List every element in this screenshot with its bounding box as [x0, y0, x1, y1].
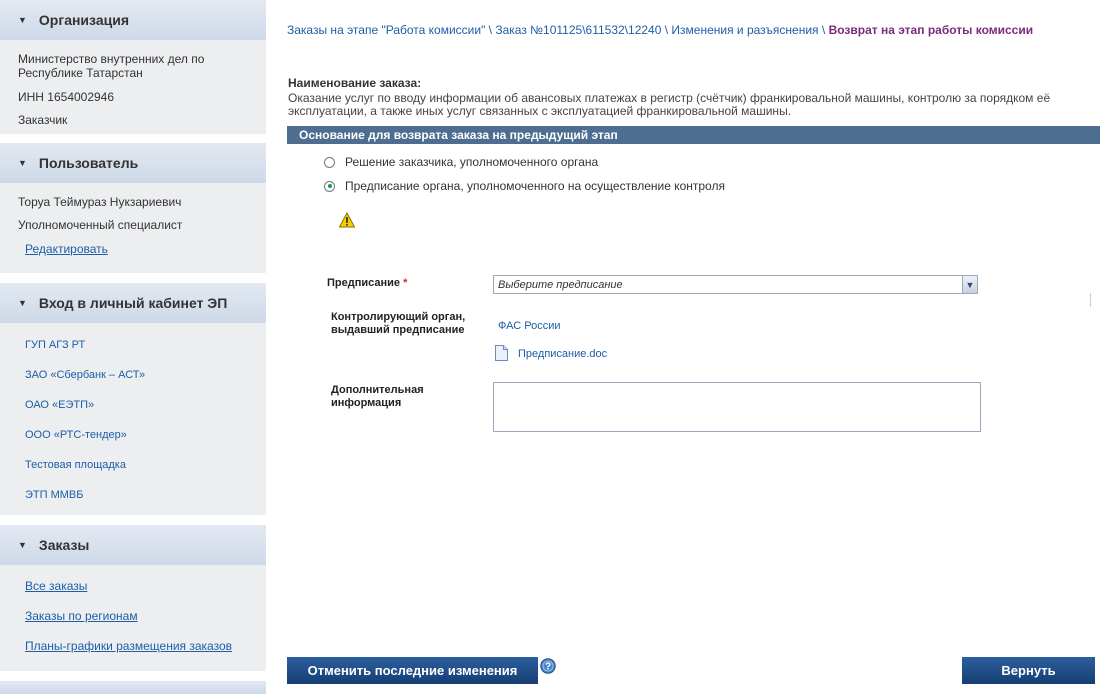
prescription-label: Предписание *	[327, 277, 408, 289]
user-panel	[0, 143, 266, 273]
organization-role: Заказчик	[18, 113, 68, 127]
platform-link[interactable]: ЗАО «Сбербанк – АСТ»	[25, 369, 146, 381]
warning-icon	[339, 212, 355, 228]
section-header: Основание для возврата заказа на предыдущий этап	[287, 126, 1100, 144]
order-name-text: Оказание услуг по вводу информации об авансовых платежах в регистр (счётчик) франкировальной машины, контролю за порядком её эксплуатации, а также иных услуг связанных с эксплуатацией франкировальной машины.	[288, 91, 1051, 118]
organization-name: Министерство внутренних дел по Республике Татарстан	[18, 52, 205, 80]
radio-label: Предписание органа, уполномоченного на осуществление контроля	[345, 179, 725, 193]
breadcrumb-separator: \	[818, 23, 829, 37]
required-mark: *	[403, 277, 408, 289]
platform-link[interactable]: ГУП АГЗ РТ	[25, 339, 86, 351]
orders-panel	[0, 525, 266, 671]
chevron-down-icon[interactable]: ▼	[962, 276, 977, 293]
extra-info-label: Дополнительная информация	[331, 384, 424, 409]
main-content	[287, 0, 1115, 694]
sidebar	[0, 0, 266, 694]
svg-text:?: ?	[544, 661, 552, 673]
login-panel	[0, 283, 266, 515]
order-name-label: Наименование заказа:	[288, 76, 422, 90]
breadcrumb-order-link[interactable]: Заказ №101125\611532\12240	[495, 23, 662, 37]
authority-label: Контролирующий орган, выдавший предписание	[331, 311, 466, 336]
radio-button-selected[interactable]	[324, 181, 335, 192]
organization-panel	[0, 0, 266, 134]
extra-info-textarea[interactable]	[493, 382, 981, 432]
orders-panel-header[interactable]	[0, 525, 266, 565]
platform-link[interactable]: ЭТП ММВБ	[25, 489, 84, 501]
authority-value: ФАС России	[498, 320, 561, 332]
prescription-select[interactable]	[493, 275, 978, 294]
radio-control-prescription[interactable]	[324, 179, 725, 193]
breadcrumb-stage-link[interactable]: Заказы на этапе "Работа комиссии"	[287, 23, 486, 37]
platform-link[interactable]: Тестовая площадка	[25, 459, 126, 471]
breadcrumb-separator: \	[485, 23, 496, 37]
chevron-down-icon: ▼	[18, 540, 27, 550]
login-panel-title: Вход в личный кабинет ЭП	[38, 295, 228, 311]
login-panel-header[interactable]	[0, 283, 266, 323]
organization-inn: ИНН 1654002946	[18, 90, 115, 104]
organization-panel-title: Организация	[38, 12, 129, 28]
orders-by-region-link[interactable]: Заказы по регионам	[25, 609, 138, 623]
edit-profile-link[interactable]: Редактировать	[25, 242, 108, 256]
return-button[interactable]: Вернуть	[962, 657, 1095, 684]
platform-link[interactable]: ООО «РТС-тендер»	[25, 429, 127, 441]
breadcrumb-current: Возврат на этап работы комиссии	[828, 23, 1034, 37]
user-name: Торуа Теймураз Нукзариевич	[18, 195, 182, 209]
undo-changes-button[interactable]: Отменить последние изменения	[287, 657, 538, 684]
organization-panel-header[interactable]	[0, 0, 266, 40]
help-icon[interactable]	[540, 658, 556, 674]
radio-button[interactable]	[324, 157, 335, 168]
prescription-select-value: Выберите предписание	[498, 278, 623, 291]
chevron-down-icon: ▼	[18, 15, 27, 25]
user-role: Уполномоченный специалист	[18, 218, 183, 232]
radio-customer-decision[interactable]	[324, 155, 598, 169]
chevron-down-icon: ▼	[18, 298, 27, 308]
user-panel-title: Пользователь	[38, 155, 139, 171]
document-link[interactable]: Предписание.doc	[518, 348, 608, 360]
schedule-plans-link[interactable]: Планы-графики размещения заказов	[25, 639, 232, 653]
breadcrumb-changes-link[interactable]: Изменения и разъяснения	[671, 23, 819, 37]
platform-link[interactable]: ОАО «ЕЭТП»	[25, 399, 95, 411]
divider	[1090, 293, 1091, 307]
user-panel-header[interactable]	[0, 143, 266, 183]
chevron-down-icon: ▼	[18, 158, 27, 168]
radio-label: Решение заказчика, уполномоченного органа	[345, 155, 599, 169]
all-orders-link[interactable]: Все заказы	[25, 579, 88, 593]
breadcrumb-separator: \	[661, 23, 672, 37]
collapsed-panel	[0, 681, 266, 694]
orders-panel-title: Заказы	[38, 537, 90, 553]
breadcrumb	[287, 23, 1033, 37]
document-icon	[495, 345, 508, 361]
